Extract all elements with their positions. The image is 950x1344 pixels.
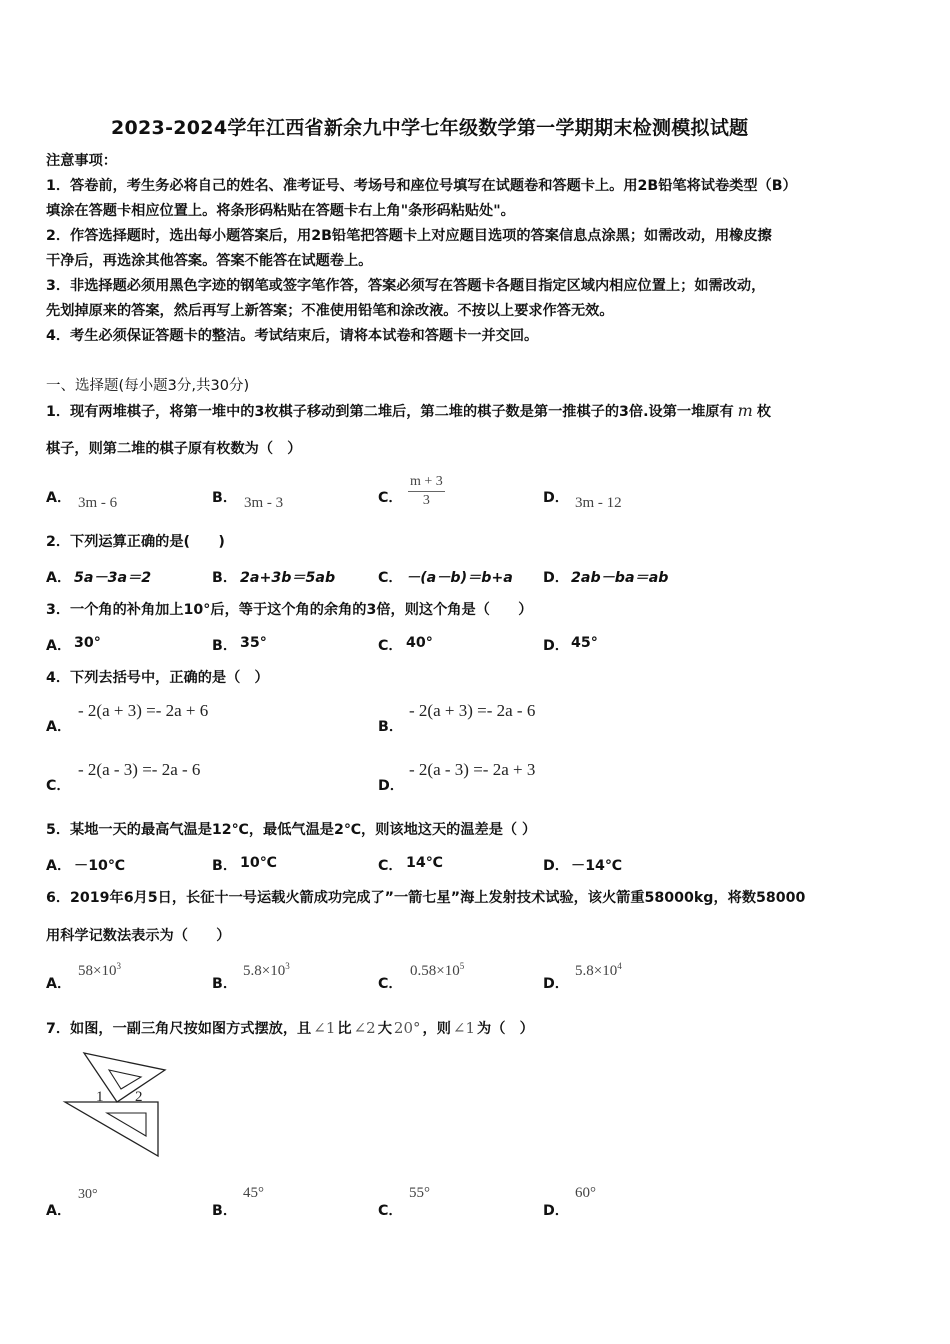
q1-option-a-label[interactable]: A． bbox=[46, 490, 72, 506]
q4-option-b-value: - 2(a + 3) =- 2a - 6 bbox=[409, 701, 536, 720]
angle-diff: 20° bbox=[393, 1019, 421, 1037]
fraction-numerator: m + 3 bbox=[408, 473, 445, 492]
q7-option-d-value: 60° bbox=[575, 1185, 596, 1201]
q1-option-b-label[interactable]: B． bbox=[212, 490, 238, 506]
notice-line: 2．作答选择题时，选出每小题答案后，用2B铅笔把答题卡上对应题目选项的答案信息点涂黑；如需改动，用橡皮擦 bbox=[46, 228, 772, 244]
q1-option-c-fraction bbox=[408, 473, 445, 510]
notice-line: 4．考生必须保证答题卡的整洁。考试结束后，请将本试卷和答题卡一并交回。 bbox=[46, 328, 539, 344]
q4-option-a-value: - 2(a + 3) =- 2a + 6 bbox=[78, 701, 209, 720]
q6-option-b-label[interactable]: B． bbox=[212, 976, 238, 992]
q3-option-b-value: 35° bbox=[240, 635, 267, 651]
q5-option-b-label[interactable]: B． bbox=[212, 858, 238, 874]
q2-option-d-label[interactable]: D． bbox=[543, 570, 569, 586]
q2-option-b-value: 2a+3b＝5ab bbox=[240, 570, 336, 586]
q4-option-d-label[interactable]: D． bbox=[378, 778, 404, 794]
q2-option-a-value: 5a－3a＝2 bbox=[74, 570, 152, 586]
q4-option-c-value: - 2(a - 3) =- 2a - 6 bbox=[78, 760, 201, 779]
q3-option-a-label[interactable]: A． bbox=[46, 638, 72, 654]
angle-1: ∠1 bbox=[313, 1019, 336, 1037]
q6-option-b-value: $5.8\times 10^3$ bbox=[243, 961, 290, 979]
q2-option-d-value: 2ab－ba＝ab bbox=[571, 570, 669, 586]
q3-option-d-label[interactable]: D． bbox=[543, 638, 569, 654]
q2-option-c-label[interactable]: C． bbox=[378, 570, 403, 586]
notice-line: 先划掉原来的答案，然后再写上新答案；不准使用铅笔和涂改液。不按以上要求作答无效。 bbox=[46, 303, 614, 319]
q5-option-c-value: 14℃ bbox=[406, 855, 443, 871]
q4-option-c-label[interactable]: C． bbox=[46, 778, 71, 794]
q5-option-d-label[interactable]: D． bbox=[543, 858, 569, 874]
q5-option-d-value: －14℃ bbox=[571, 858, 623, 874]
notice-line: 1．答卷前，考生务必将自己的姓名、准考证号、考场号和座位号填写在试题卷和答题卡上。用2B铅笔将试卷类型（B） bbox=[46, 178, 797, 194]
q1-option-b-value: 3m - 3 bbox=[244, 495, 284, 511]
q6-option-a-value: $58\times 10^3$ bbox=[78, 961, 121, 979]
page-title: 2023-2024学年江西省新余九中学七年级数学第一学期期末检测模拟试题 bbox=[111, 117, 749, 139]
q6-option-c-value: $0.58\times 10^5$ bbox=[410, 961, 465, 979]
notice-heading: 注意事项： bbox=[46, 153, 117, 169]
q2-option-b-label[interactable]: B． bbox=[212, 570, 238, 586]
q4-option-d-value: - 2(a - 3) =- 2a + 3 bbox=[409, 760, 536, 779]
variable-m: m bbox=[737, 401, 753, 420]
figure-label-1: 1 bbox=[96, 1089, 104, 1105]
notice-line: 填涂在答题卡相应位置上。将条形码粘贴在答题卡右上角"条形码粘贴处"。 bbox=[46, 203, 515, 219]
notice-line: 干净后，再选涂其他答案。答案不能答在试题卷上。 bbox=[46, 253, 373, 269]
q6-option-d-label[interactable]: D． bbox=[543, 976, 569, 992]
q3-option-c-value: 40° bbox=[406, 635, 433, 651]
question-6-text-line2: 用科学记数法表示为（ ） bbox=[46, 928, 231, 944]
q7-option-b-label[interactable]: B． bbox=[212, 1203, 238, 1219]
q3-option-c-label[interactable]: C． bbox=[378, 638, 403, 654]
q1-option-c-label[interactable]: C． bbox=[378, 490, 403, 506]
q1-option-d-label[interactable]: D． bbox=[543, 490, 569, 506]
q6-option-a-label[interactable]: A． bbox=[46, 976, 72, 992]
fraction-denominator: 3 bbox=[422, 493, 430, 508]
q1-option-a-value: 3m - 6 bbox=[78, 495, 118, 511]
question-7-text: 7．如图，一副三角尺按如图方式摆放，且 ∠1 比 ∠2 大 20° ，则 ∠1 为（ ） bbox=[46, 1019, 534, 1037]
q4-option-a-label[interactable]: A． bbox=[46, 719, 72, 735]
notice-line: 3．非选择题必须用黑色字迹的钢笔或签字笔作答，答案必须写在答题卡各题目指定区域内相应位置上；如需改动， bbox=[46, 278, 766, 294]
angle-2: ∠2 bbox=[353, 1019, 376, 1037]
question-3-text: 3．一个角的补角加上10°后，等于这个角的余角的3倍，则这个角是（ ） bbox=[46, 602, 533, 618]
question-1-text: 1．现有两堆棋子，将第一堆中的3枚棋子移动到第二堆后，第二堆的棋子数是第一推棋子的3倍.设第一堆原有 m 枚 bbox=[46, 401, 772, 420]
q3-option-b-label[interactable]: B． bbox=[212, 638, 238, 654]
q5-option-b-value: 10℃ bbox=[240, 855, 277, 871]
figure-label-2: 2 bbox=[135, 1089, 143, 1105]
q6-option-c-label[interactable]: C． bbox=[378, 976, 403, 992]
q1-option-d-value: 3m - 12 bbox=[575, 495, 622, 511]
q7-option-d-label[interactable]: D． bbox=[543, 1203, 569, 1219]
q3-option-d-value: 45° bbox=[571, 635, 598, 651]
triangle-rulers-figure bbox=[62, 1052, 172, 1160]
angle-1: ∠1 bbox=[452, 1019, 476, 1037]
question-5-text: 5．某地一天的最高气温是12℃，最低气温是2℃，则该地这天的温差是（ ） bbox=[46, 822, 537, 838]
question-1-text-line2: 棋子，则第二堆的棋子原有枚数为（ ） bbox=[46, 441, 302, 457]
q7-option-a-value: 30° bbox=[78, 1187, 98, 1202]
q5-option-a-value: －10℃ bbox=[74, 858, 126, 874]
q7-option-a-label[interactable]: A． bbox=[46, 1203, 72, 1219]
q4-option-b-label[interactable]: B． bbox=[378, 719, 404, 735]
q7-option-c-value: 55° bbox=[409, 1185, 430, 1201]
question-6-text: 6．2019年6月5日，长征十一号运载火箭成功完成了”一箭七星”海上发射技术试验，该火箭重58000kg，将数58000 bbox=[46, 890, 806, 906]
q3-option-a-value: 30° bbox=[74, 635, 101, 651]
section-heading: 一、选择题(每小题3分,共30分) bbox=[46, 378, 250, 394]
q2-option-a-label[interactable]: A． bbox=[46, 570, 72, 586]
q7-option-b-value: 45° bbox=[243, 1185, 264, 1201]
q5-option-c-label[interactable]: C． bbox=[378, 858, 403, 874]
question-4-text: 4．下列去括号中，正确的是（ ） bbox=[46, 670, 269, 686]
q7-option-c-label[interactable]: C． bbox=[378, 1203, 403, 1219]
q2-option-c-value: －(a－b)＝b+a bbox=[406, 570, 513, 586]
q5-option-a-label[interactable]: A． bbox=[46, 858, 72, 874]
q6-option-d-value: $5.8\times 10^4$ bbox=[575, 961, 622, 979]
question-2-text: 2．下列运算正确的是( ) bbox=[46, 534, 225, 550]
